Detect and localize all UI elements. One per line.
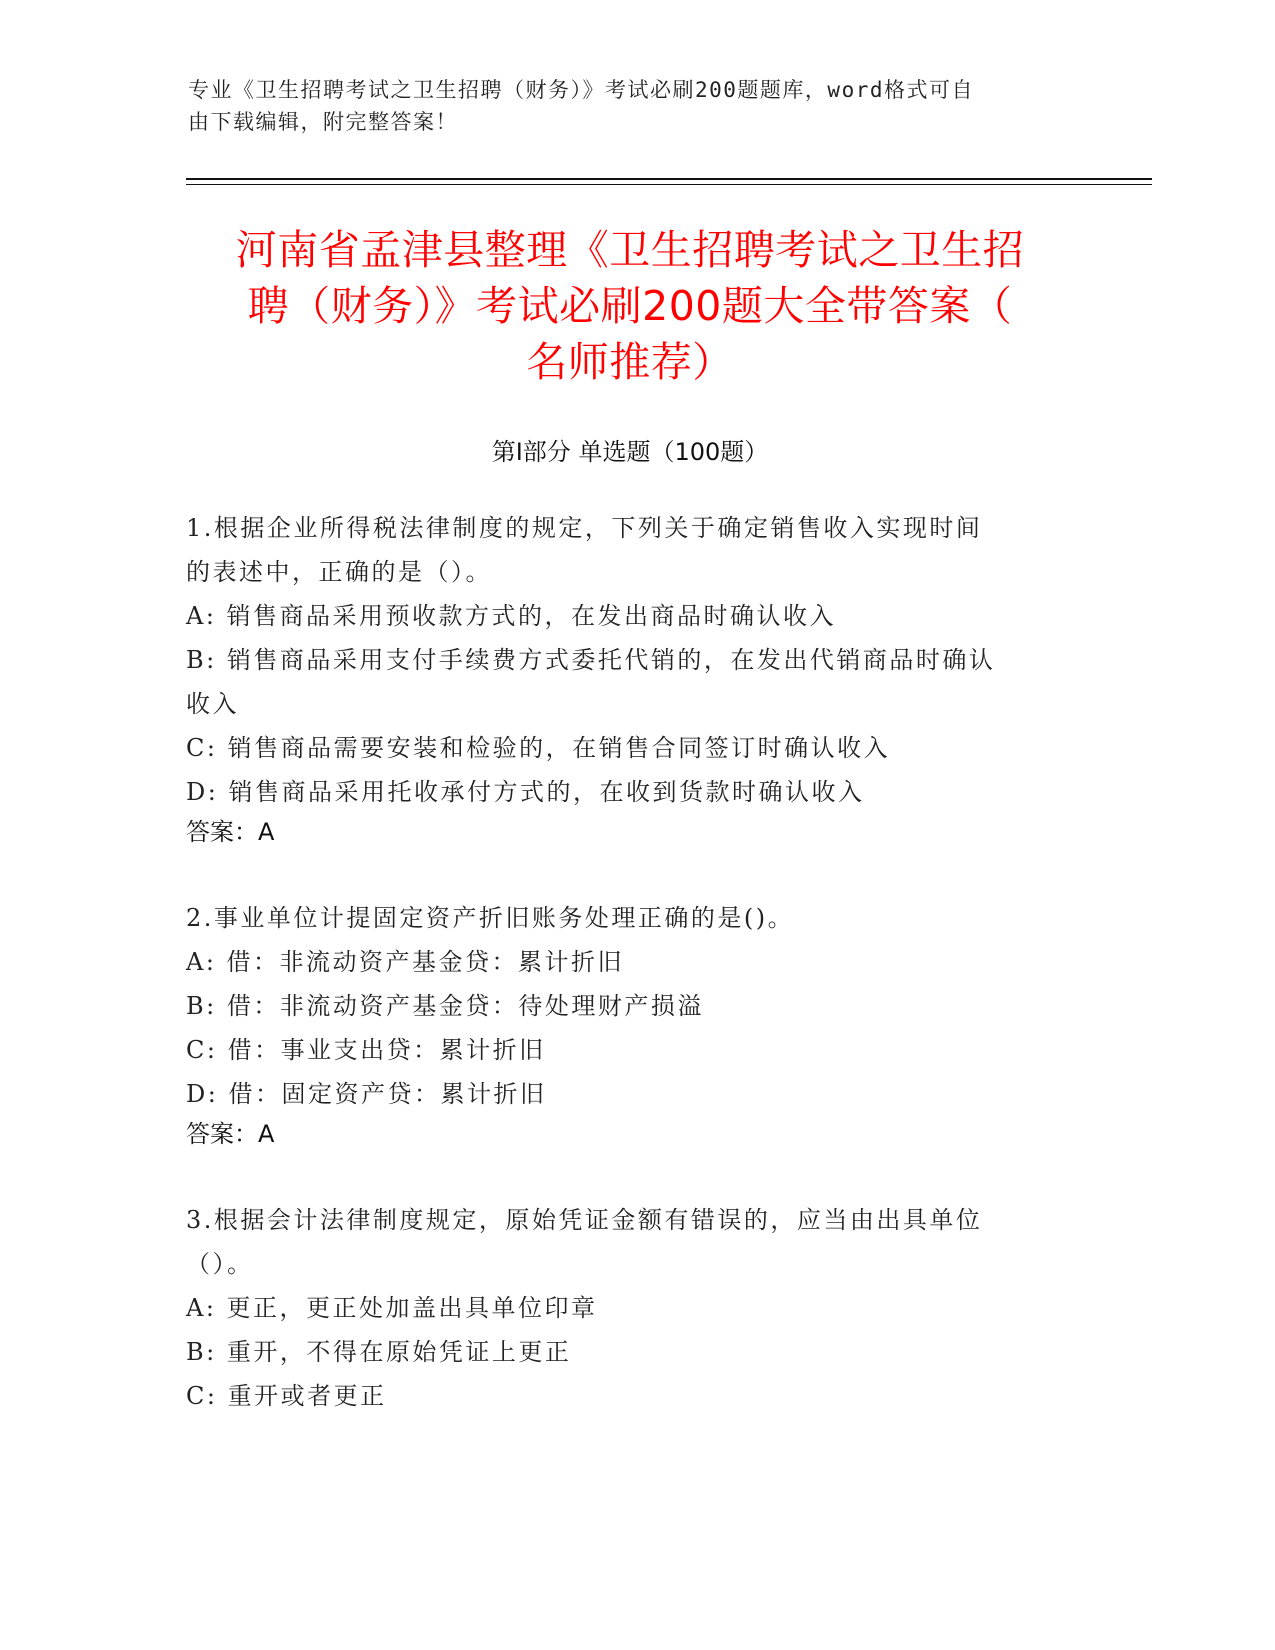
answer-1: 答案：A (186, 818, 275, 846)
option-c: C: 借：事业支出贷：累计折旧 (186, 1036, 546, 1064)
title-line: 聘（财务）》考试必刷200题大全带答案（ (247, 282, 1013, 330)
title-line: 河南省孟津县整理《卫生招聘考试之卫生招 (235, 226, 1025, 274)
option-a: A: 销售商品采用预收款方式的，在发出商品时确认收入 (186, 602, 837, 630)
header-note (188, 74, 1068, 138)
header-divider-thick (186, 178, 1152, 180)
option-a: A: 借：非流动资产基金贷：累计折旧 (186, 948, 625, 976)
question-2 (186, 896, 1066, 1116)
option-b: B: 销售商品采用支付手续费方式委托代销的，在发出代销商品时确认 (186, 646, 996, 674)
option-d: D: 借：固定资产贷：累计折旧 (186, 1080, 547, 1108)
question-stem: 1.根据企业所得税法律制度的规定，下列关于确定销售收入实现时间 (186, 514, 983, 542)
header-note-line: 由下载编辑，附完整答案！ (188, 110, 458, 134)
option-a: A: 更正，更正处加盖出具单位印章 (186, 1294, 598, 1322)
question-stem: 2.事业单位计提固定资产折旧账务处理正确的是()。 (186, 904, 795, 932)
option-d: D: 销售商品采用托收承付方式的，在收到货款时确认收入 (186, 778, 865, 806)
option-b: B: 借：非流动资产基金贷：待处理财产损溢 (186, 992, 704, 1020)
question-stem: 3.根据会计法律制度规定，原始凭证金额有错误的，应当由出具单位 (186, 1206, 983, 1234)
header-divider-thin (186, 184, 1152, 185)
option-c: C: 销售商品需要安装和检验的，在销售合同签订时确认收入 (186, 734, 891, 762)
question-1 (186, 506, 1066, 814)
title-line: 名师推荐） (526, 338, 734, 386)
question-stem: 的表述中，正确的是（）。 (186, 558, 492, 586)
option-b: 收入 (186, 690, 239, 718)
option-b: B: 重开，不得在原始凭证上更正 (186, 1338, 572, 1366)
question-stem: （）。 (186, 1250, 254, 1278)
section-heading: 第Ⅰ部分 单选题（100题） (491, 438, 769, 466)
answer-2: 答案：A (186, 1120, 275, 1148)
document-title (180, 222, 1080, 390)
option-c: C: 重开或者更正 (186, 1382, 387, 1410)
question-3 (186, 1198, 1066, 1418)
header-note-line: 专业《卫生招聘考试之卫生招聘（财务）》考试必刷200题题库，word格式可自 (188, 78, 974, 102)
